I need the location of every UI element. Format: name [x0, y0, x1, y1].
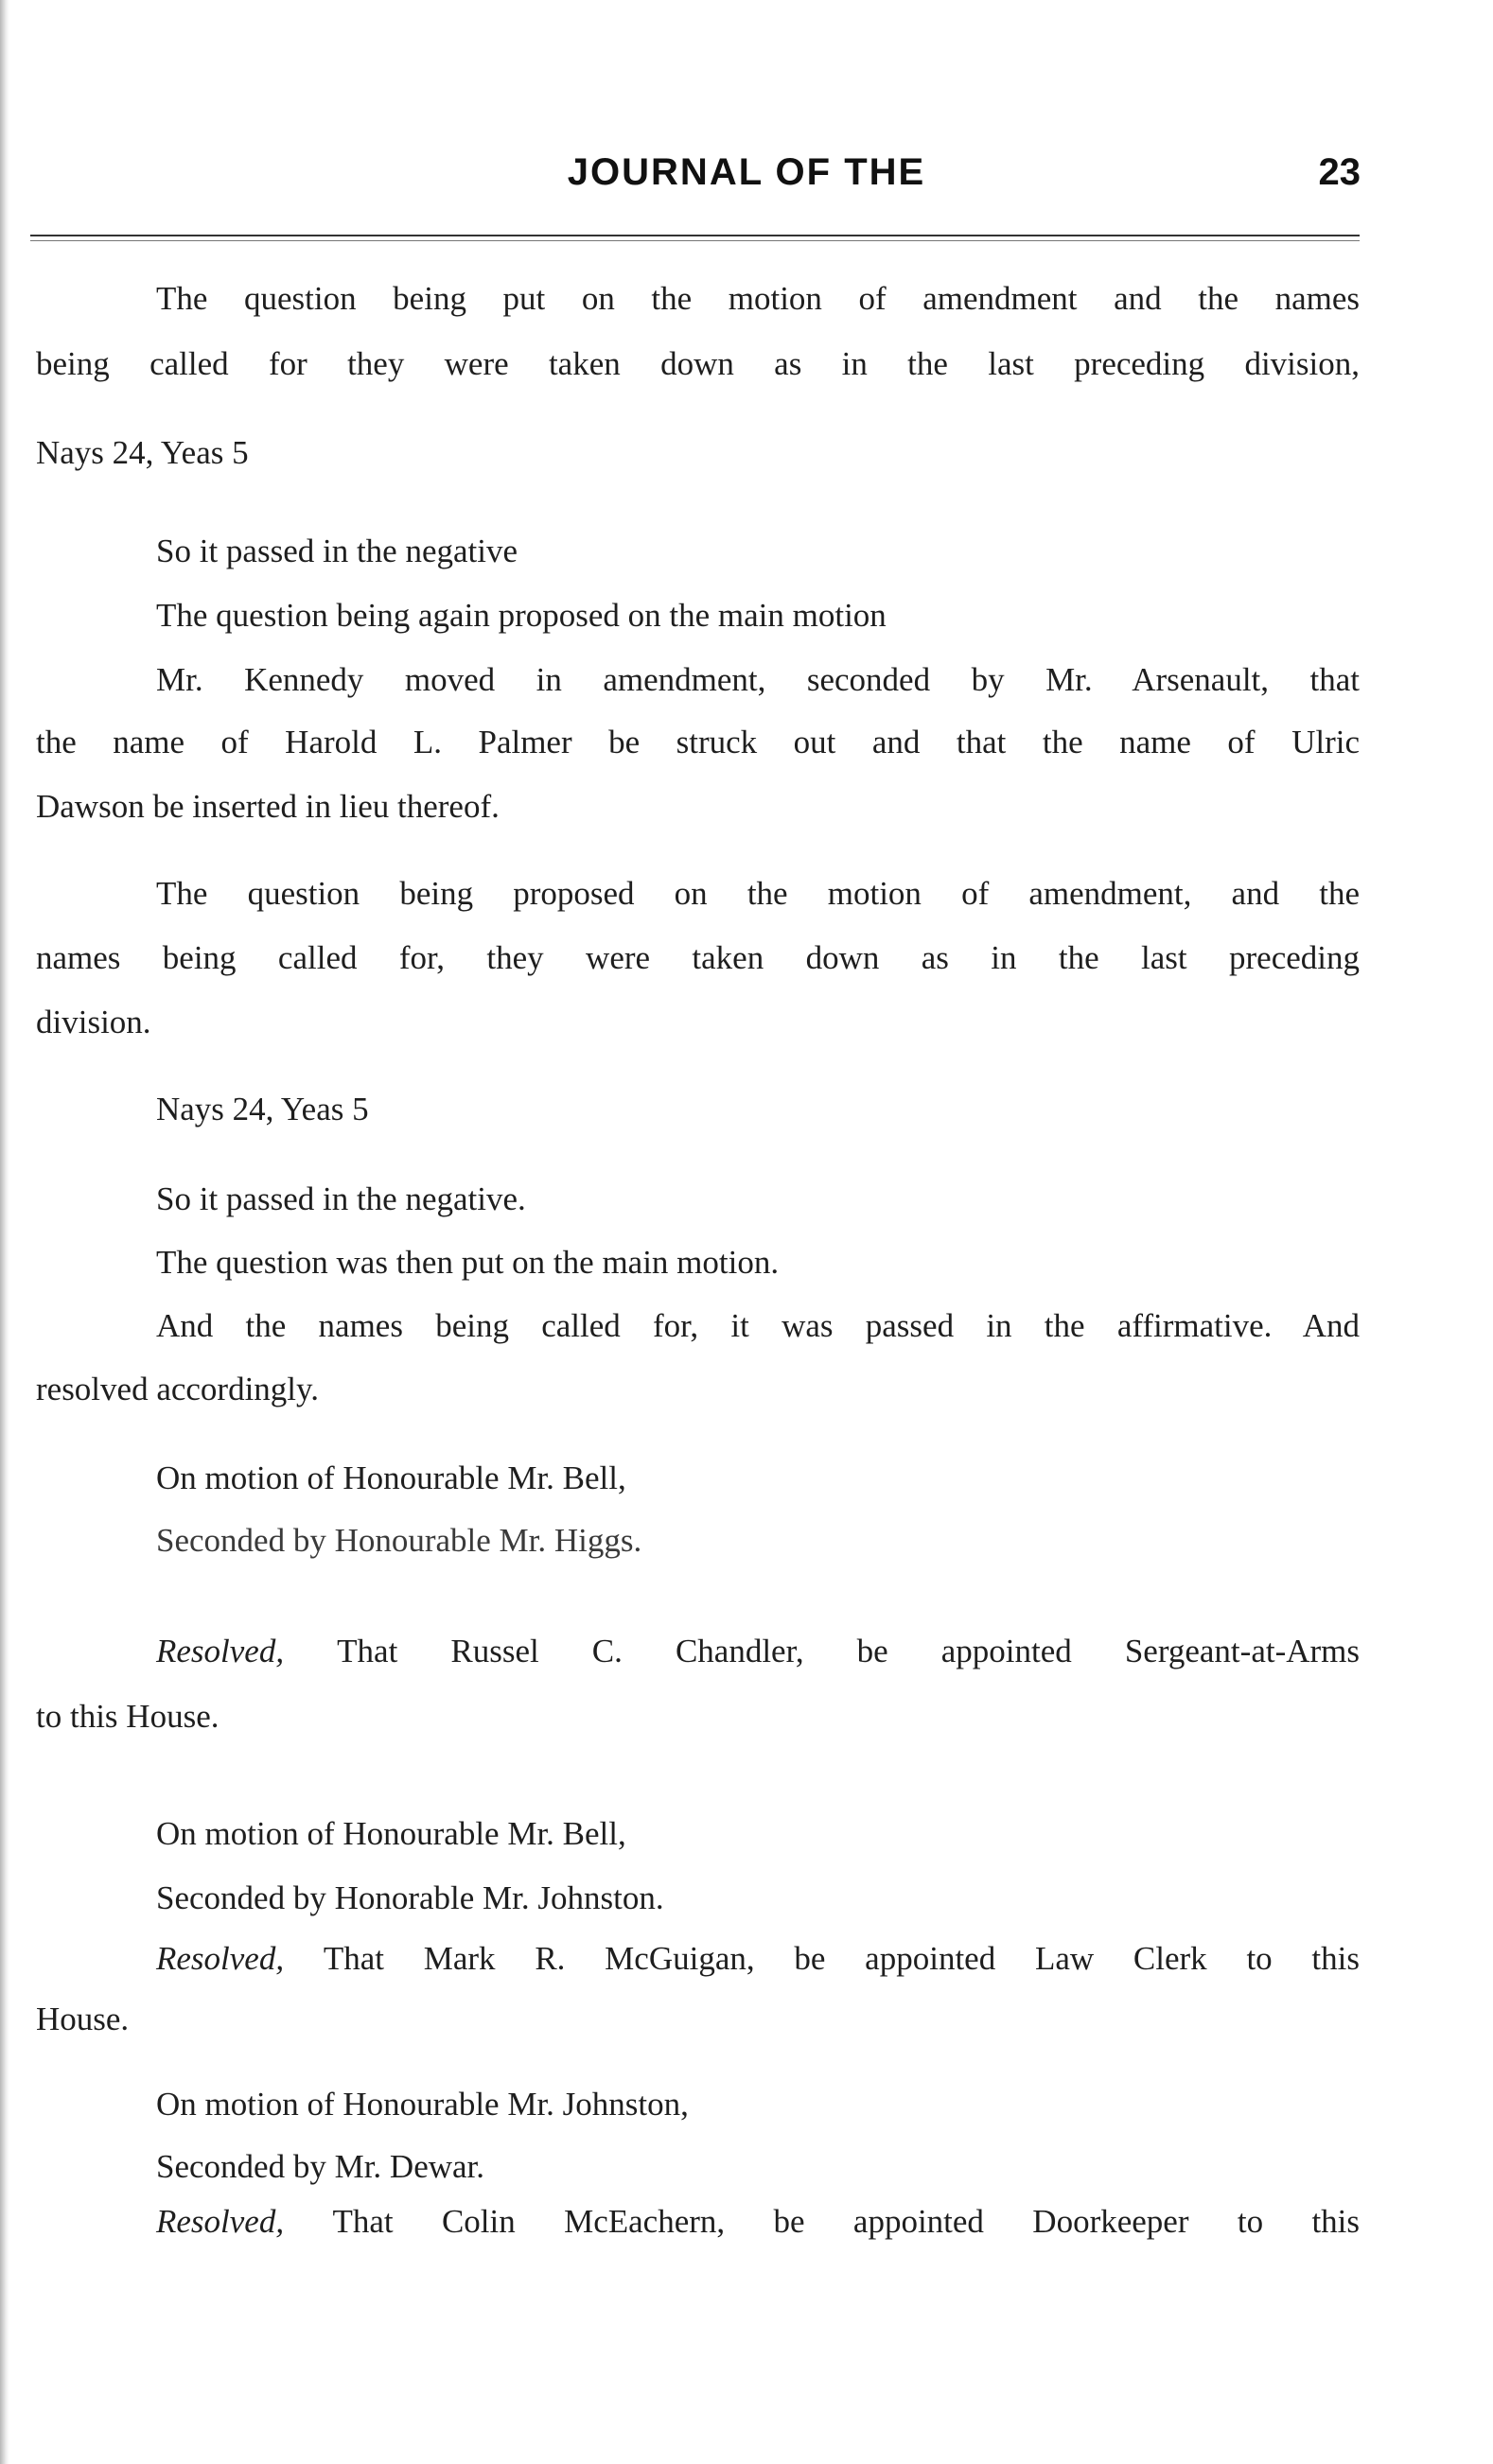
seconded-line: Seconded by Honorable Mr. Johnston.	[156, 1879, 664, 1916]
text-line: So it passed in the negative	[156, 533, 518, 569]
text-line: House.	[36, 2001, 130, 2037]
text-line: being called for they were taken down as in the last preceding division,	[36, 345, 1360, 382]
text-line: resolved accordingly.	[36, 1371, 320, 1407]
text-line: And the names being called for, it was passed in the affirmative. And	[156, 1307, 1360, 1344]
resolution-line	[156, 1939, 1360, 1979]
vote-count: Nays 24, Yeas 5	[36, 434, 249, 471]
text-line: The question being put on the motion of amendment and the names	[156, 280, 1360, 317]
text-line: names being called for, they were taken down as in the last preceding	[36, 939, 1360, 976]
text-line: The question was then put on the main motion.	[156, 1244, 780, 1281]
vote-count: Nays 24, Yeas 5	[156, 1091, 369, 1127]
resolved-label: Resolved,	[156, 1940, 324, 1977]
text-line: Mr. Kennedy moved in amendment, seconded by Mr. Arsenault, that	[156, 661, 1360, 698]
text-line: the name of Harold L. Palmer be struck out and that the name of Ulric	[36, 724, 1360, 760]
text-line: So it passed in the negative.	[156, 1180, 526, 1217]
motion-line: On motion of Honourable Mr. Bell,	[156, 1815, 626, 1852]
resolution-text: That Mark R. McGuigan, be appointed Law Clerk to this	[323, 1940, 1360, 1977]
text-line: to this House.	[36, 1698, 220, 1735]
resolution-line	[156, 2202, 1360, 2242]
text-line: division.	[36, 1004, 151, 1040]
resolution-text: That Russel C. Chandler, be appointed Sergeant-at-Arms	[337, 1633, 1361, 1669]
page-edge-shadow	[0, 0, 9, 2464]
motion-line: On motion of Honourable Mr. Bell,	[156, 1459, 626, 1496]
header-rule	[30, 235, 1360, 236]
resolution-text: That Colin McEachern, be appointed Doorkeeper to this	[332, 2203, 1361, 2240]
motion-line: On motion of Honourable Mr. Johnston,	[156, 2086, 689, 2123]
resolved-label: Resolved,	[156, 2203, 333, 2240]
resolution-line	[156, 1632, 1360, 1671]
page-title: JOURNAL OF THE	[567, 151, 926, 193]
page-number: 23	[1318, 151, 1361, 193]
text-line: Dawson be inserted in lieu thereof.	[36, 788, 500, 825]
text-line: The question being again proposed on the main motion	[156, 597, 887, 634]
resolved-label: Resolved,	[156, 1633, 338, 1669]
seconded-line: Seconded by Mr. Dewar.	[156, 2148, 485, 2185]
text-line: The question being proposed on the motion of amendment, and the	[156, 875, 1360, 912]
seconded-line: Seconded by Honourable Mr. Higgs.	[156, 1522, 642, 1559]
header-rule-secondary	[30, 240, 1360, 241]
